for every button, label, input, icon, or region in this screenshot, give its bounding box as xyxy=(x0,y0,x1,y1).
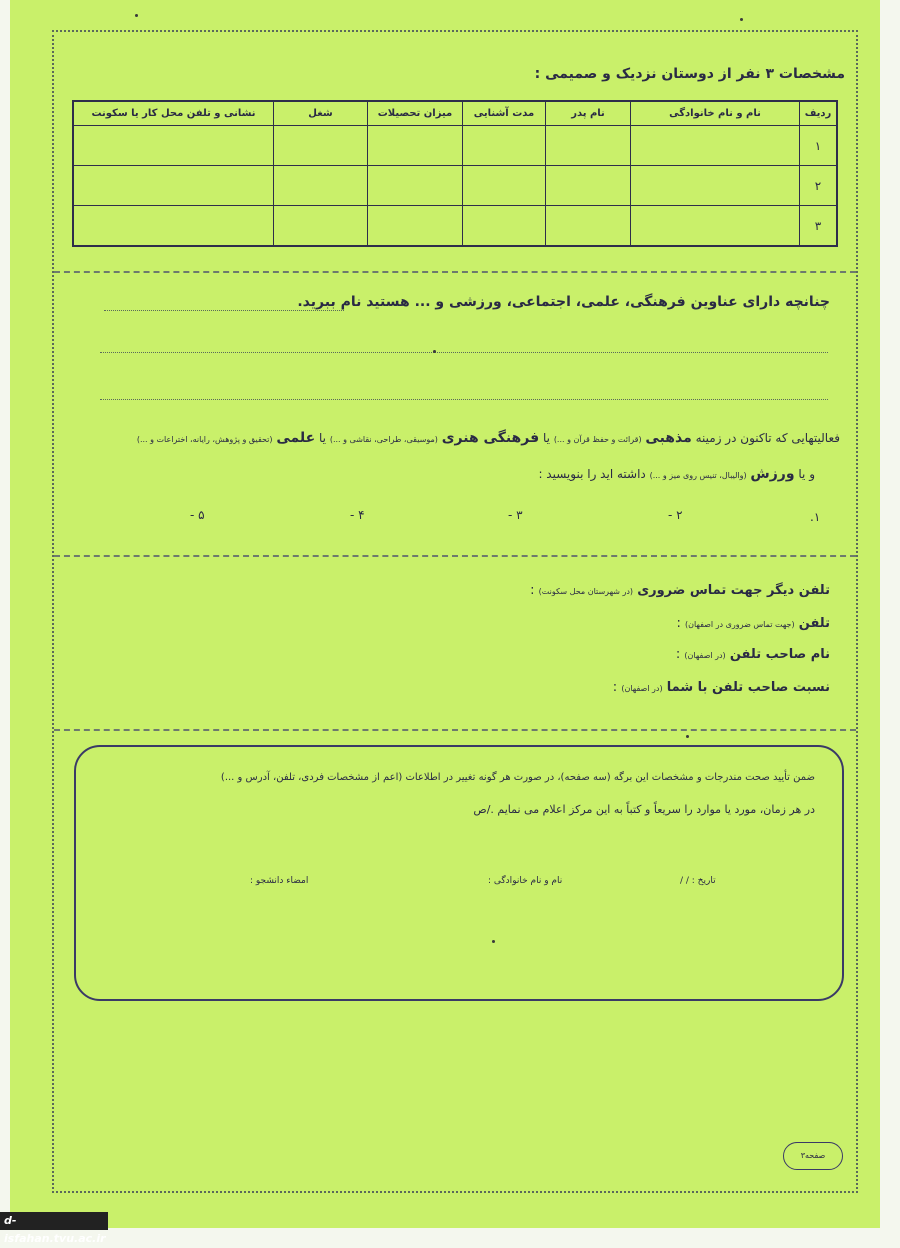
signature-field[interactable]: امضاء دانشجو : xyxy=(250,876,309,886)
education-cell[interactable] xyxy=(368,206,463,247)
activity-item-1[interactable]: ۱. xyxy=(810,510,821,524)
col-header-father-name: نام پدر xyxy=(546,101,631,126)
note-religious: (قرائت و حفظ قرآن و ...) xyxy=(553,435,642,444)
note-sports: (والیبال، تنیس روی میز و ...) xyxy=(649,471,747,480)
acquaintance-cell[interactable] xyxy=(463,126,546,166)
col-header-job: شغل xyxy=(274,101,368,126)
activities-text: یا xyxy=(542,431,550,445)
activity-item-5[interactable]: ۵ - xyxy=(190,508,205,522)
phone-owner-label: نام صاحب تلفن xyxy=(729,647,830,662)
activities-text: یا xyxy=(319,431,327,445)
col-header-full-name: نام و نام خانوادگی xyxy=(631,101,800,126)
col-header-row-number: ردیف xyxy=(800,101,838,126)
owner-relation-field[interactable] xyxy=(613,680,830,695)
declaration-box xyxy=(74,745,844,1001)
colon: : xyxy=(612,680,618,695)
answer-line[interactable] xyxy=(100,399,828,400)
activities-question-line2 xyxy=(538,466,815,482)
table-row xyxy=(73,206,837,247)
answer-line[interactable] xyxy=(100,352,828,353)
address-cell[interactable] xyxy=(73,126,274,166)
section-divider xyxy=(54,729,856,731)
job-cell[interactable] xyxy=(274,166,368,206)
activity-item-3[interactable]: ۳ - xyxy=(508,508,523,522)
job-cell[interactable] xyxy=(274,126,368,166)
keyword-sports: ورزش xyxy=(750,466,795,482)
activities-text: و یا xyxy=(798,467,815,481)
page-number-badge: صفحه۳ xyxy=(783,1142,843,1170)
answer-line[interactable] xyxy=(104,310,344,311)
declaration-text-line2: در هر زمان، مورد یا موارد را سریعاً و کتباً به این مرکز اعلام می نمایم ./ص xyxy=(473,803,815,816)
activities-text: فعالیتهایی که تاکنون در زمینه xyxy=(695,431,840,445)
keyword-scientific: علمی xyxy=(276,430,316,446)
declaration-text-line1: ضمن تأیید صحت مندرجات و مشخصات این برگه (سه صفحه)، در صورت هر گونه تغییر در اطلاعات (اعم از مشخصات فردی، تلفن، آدرس و ...) xyxy=(220,772,815,783)
other-phone-note: (در شهرستان محل سکونت) xyxy=(538,587,634,596)
date-field[interactable]: تاریخ : / / xyxy=(680,876,716,886)
activities-text: داشته اید را بنویسید : xyxy=(538,467,646,481)
col-header-education: میزان تحصیلات xyxy=(368,101,463,126)
col-header-acquaintance-duration: مدت آشنایی xyxy=(463,101,546,126)
site-watermark: d-isfahan.tvu.ac.ir xyxy=(0,1212,108,1230)
colon: : xyxy=(530,583,535,598)
scan-speck xyxy=(686,735,689,738)
address-cell[interactable] xyxy=(73,206,274,247)
note-cultural-art: (موسیقی، طراحی، نقاشی و ...) xyxy=(329,435,438,444)
table-row xyxy=(73,166,837,206)
keyword-cultural-art: فرهنگی هنری xyxy=(441,430,540,446)
full-name-cell[interactable] xyxy=(631,206,800,247)
education-cell[interactable] xyxy=(368,126,463,166)
address-cell[interactable] xyxy=(73,166,274,206)
row-number: ۱ xyxy=(800,126,838,166)
section-divider xyxy=(54,555,856,557)
phone-note: (جهت تماس ضروری در اصفهان) xyxy=(684,620,795,629)
father-name-cell[interactable] xyxy=(546,126,631,166)
titles-question: چنانچه دارای عناوین فرهنگی، علمی، اجتماعی، ورزشی و ... هستید نام ببرید. xyxy=(297,294,830,310)
phone-field[interactable] xyxy=(676,616,830,631)
scan-speck xyxy=(492,940,495,943)
acquaintance-cell[interactable] xyxy=(463,206,546,247)
activities-question-line1 xyxy=(137,430,840,446)
owner-relation-note: (در اصفهان) xyxy=(621,684,663,693)
table-row xyxy=(73,126,837,166)
scan-speck xyxy=(740,18,743,21)
keyword-religious: مذهبی xyxy=(645,430,692,446)
phone-label: تلفن xyxy=(798,616,830,631)
father-name-cell[interactable] xyxy=(546,166,631,206)
activity-item-2[interactable]: ۲ - xyxy=(668,508,683,522)
scan-speck xyxy=(433,350,436,353)
acquaintance-cell[interactable] xyxy=(463,166,546,206)
friends-table xyxy=(72,100,838,247)
row-number: ۲ xyxy=(800,166,838,206)
education-cell[interactable] xyxy=(368,166,463,206)
colon: : xyxy=(675,647,681,662)
row-number: ۳ xyxy=(800,206,838,247)
job-cell[interactable] xyxy=(274,206,368,247)
section-divider xyxy=(54,271,856,273)
other-phone-label: تلفن دیگر جهت تماس ضروری xyxy=(637,583,830,598)
father-name-cell[interactable] xyxy=(546,206,631,247)
friends-table-header xyxy=(73,101,837,126)
full-name-cell[interactable] xyxy=(631,166,800,206)
note-scientific: (تحقیق و پژوهش، رایانه، اختراعات و ...) xyxy=(136,435,273,444)
owner-relation-label: نسبت صاحب تلفن با شما xyxy=(666,680,830,695)
activity-item-4[interactable]: ۴ - xyxy=(350,508,365,522)
friends-section-title: مشخصات ۳ نفر از دوستان نزدیک و صمیمی : xyxy=(534,66,845,82)
scan-speck xyxy=(135,14,138,17)
phone-owner-field[interactable] xyxy=(676,647,830,662)
other-phone-field[interactable] xyxy=(530,583,830,598)
colon: : xyxy=(676,616,681,631)
full-name-cell[interactable] xyxy=(631,126,800,166)
phone-owner-note: (در اصفهان) xyxy=(684,651,726,660)
name-field[interactable]: نام و نام خانوادگی : xyxy=(488,876,563,886)
col-header-address-phone: نشانی و تلفن محل کار یا سکونت xyxy=(73,101,274,126)
